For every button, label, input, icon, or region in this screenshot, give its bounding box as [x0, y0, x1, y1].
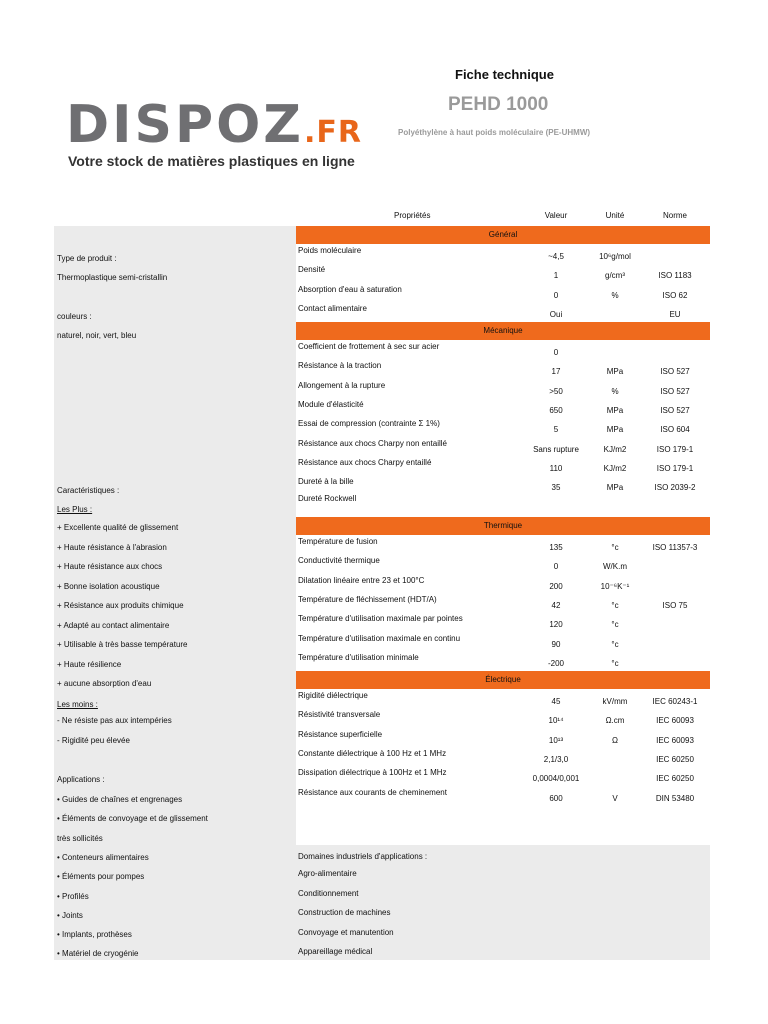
application-item: • Joints	[57, 910, 83, 920]
property-name: Coefficient de frottement à sec sur acier	[298, 342, 440, 351]
property-norm: ISO 1183	[658, 271, 692, 281]
property-value: 135	[549, 543, 563, 552]
plus-item: + Excellente qualité de glissement	[57, 523, 179, 532]
property-value: 35	[551, 483, 561, 493]
brand-logo	[66, 95, 362, 175]
property-value: 1	[553, 271, 559, 281]
domain-item: Convoyage et manutention	[298, 927, 394, 937]
plus-label: Les Plus :	[57, 505, 93, 514]
column-header-value: Valeur	[544, 211, 568, 220]
property-name: Rigidité diélectrique	[298, 691, 368, 700]
property-value: 0	[553, 348, 559, 357]
property-unit: KJ/m2	[603, 444, 627, 454]
property-name: Essai de compression (contrainte Σ 1%)	[298, 419, 440, 429]
application-item: • Profilés	[57, 891, 89, 901]
property-norm: IEC 60250	[656, 754, 694, 764]
application-item: • Éléments de convoyage et de glissement	[57, 814, 208, 824]
property-unit: kV/mm	[602, 697, 628, 706]
property-name: Résistance aux chocs Charpy non entaillé	[298, 438, 447, 448]
application-item: • Matériel de cryogénie	[57, 949, 139, 959]
property-norm: ISO 179-1	[656, 463, 694, 473]
property-norm: IEC 60250	[656, 774, 694, 784]
property-unit: °c	[611, 639, 619, 649]
application-item: • Conteneurs alimentaires	[57, 852, 149, 862]
application-item: • Guides de chaînes et engrenages	[57, 795, 183, 804]
property-unit: g/cm³	[605, 271, 625, 281]
property-name: Densité	[298, 265, 326, 275]
property-norm: ISO 2039-2	[654, 483, 696, 493]
application-item: • Éléments pour pompes	[57, 872, 145, 882]
property-name: Dilatation linéaire entre 23 et 100°C	[298, 575, 425, 585]
property-name: Température d'utilisation minimale	[298, 652, 419, 662]
property-norm: IEC 60093	[656, 716, 694, 726]
property-unit: 10⁻⁶K⁻¹	[600, 581, 630, 591]
plus-item: + Haute résistance à l'abrasion	[57, 542, 167, 552]
property-value: 90	[551, 639, 561, 649]
product-name: PEHD 1000	[448, 94, 549, 115]
property-norm: ISO 75	[662, 600, 688, 610]
property-unit: MPa	[606, 405, 624, 415]
characteristics-label: Caractéristiques :	[57, 486, 120, 495]
property-unit: °c	[611, 600, 619, 610]
brand-suffix: .FR	[303, 115, 362, 150]
property-value: 120	[549, 620, 563, 630]
property-unit: °c	[611, 620, 619, 630]
property-value: 0,0004/0,001	[532, 774, 580, 784]
product-type-value: Thermoplastique semi-cristallin	[57, 273, 168, 282]
application-item: très sollicités	[57, 833, 103, 843]
property-unit: MPa	[606, 483, 624, 493]
application-item: • Implants, prothèses	[57, 930, 132, 940]
property-name: Constante diélectrique à 100 Hz et 1 MHz	[298, 748, 447, 758]
domain-item: Agro-alimentaire	[298, 869, 357, 878]
property-unit: 10⁶g/mol	[599, 252, 631, 261]
property-norm: EU	[669, 309, 681, 319]
property-value: 10¹³	[548, 735, 564, 745]
property-unit: MPa	[606, 367, 624, 377]
property-norm: IEC 60093	[656, 735, 694, 745]
property-name: Résistance aux chocs Charpy entaillé	[298, 457, 432, 467]
property-unit: MPa	[606, 425, 624, 435]
property-name: Température de fusion	[298, 537, 378, 546]
property-norm: ISO 527	[660, 386, 690, 396]
section-band-1: Mécanique	[296, 322, 710, 340]
column-header-norm: Norme	[662, 211, 687, 220]
property-value: 10¹⁴	[548, 716, 564, 726]
plus-item: + Résistance aux produits chimique	[57, 601, 184, 610]
property-value: 0	[553, 562, 559, 572]
property-name: Température d'utilisation maximale en continu	[298, 633, 461, 643]
section-band-3: Électrique	[296, 671, 710, 689]
property-norm: ISO 604	[660, 425, 690, 435]
property-name: Contact alimentaire	[298, 303, 367, 313]
property-value: Sans rupture	[533, 444, 579, 454]
minus-item: - Ne résiste pas aux intempéries	[57, 716, 172, 725]
property-unit: %	[611, 290, 619, 300]
property-name: Résistance superficielle	[298, 729, 383, 739]
property-value: 2,1/3,0	[543, 754, 569, 764]
plus-item: + Bonne isolation acoustique	[57, 581, 160, 591]
property-name: Allongement à la rupture	[298, 380, 386, 390]
colors-value: naturel, noir, vert, bleu	[57, 331, 137, 340]
property-name: Résistance aux courants de cheminement	[298, 787, 447, 797]
section-band-2: Thermique	[296, 517, 710, 535]
property-unit: %	[611, 386, 619, 396]
property-norm: DIN 53480	[655, 793, 695, 803]
property-norm: IEC 60243-1	[652, 697, 698, 706]
product-type-label: Type de produit :	[57, 254, 117, 263]
page-title: Fiche technique	[455, 67, 554, 82]
property-value: 600	[549, 793, 563, 803]
plus-item: + Utilisable à très basse température	[57, 640, 188, 649]
section-band-0: Général	[296, 226, 710, 244]
property-value: 17	[551, 367, 561, 377]
property-value: 45	[551, 697, 561, 706]
minus-label: Les moins :	[57, 700, 98, 709]
property-value: 5	[553, 425, 559, 435]
property-norm: ISO 179-1	[656, 444, 694, 454]
property-norm: ISO 62	[662, 290, 688, 300]
property-unit: KJ/m2	[603, 463, 627, 473]
property-name: Dureté Rockwell	[298, 493, 357, 503]
plus-item: + Adapté au contact alimentaire	[57, 620, 170, 630]
property-unit: W/K.m	[603, 562, 627, 572]
brand-tagline: Votre stock de matières plastiques en ligne	[68, 153, 355, 169]
domain-item: Conditionnement	[298, 888, 359, 898]
property-name: Conductivité thermique	[298, 556, 380, 566]
plus-item: + aucune absorption d'eau	[57, 679, 152, 688]
colors-label: couleurs :	[57, 312, 92, 321]
property-value: >50	[549, 386, 563, 396]
brand-name: DISPOZ	[66, 95, 304, 155]
plus-item: + Haute résilience	[57, 659, 122, 669]
property-unit: V	[612, 793, 618, 803]
property-value: 110	[549, 463, 563, 473]
property-value: 42	[551, 600, 561, 610]
domains-panel-background	[296, 845, 710, 960]
property-value: Oui	[549, 309, 563, 319]
property-value: 650	[549, 405, 563, 415]
property-unit: °c	[611, 543, 619, 552]
property-name: Résistance à la traction	[298, 361, 382, 371]
property-name: Poids moléculaire	[298, 246, 362, 255]
domain-item: Appareillage médical	[298, 947, 373, 956]
property-name: Température de fléchissement (HDT/A)	[298, 594, 437, 604]
domain-item: Construction de machines	[298, 908, 391, 917]
property-unit: Ω	[612, 735, 618, 745]
column-header-unit: Unité	[605, 211, 625, 220]
property-name: Absorption d'eau à saturation	[298, 284, 402, 294]
property-value: -200	[547, 658, 564, 668]
property-norm: ISO 11357-3	[652, 543, 698, 552]
property-name: Température d'utilisation maximale par pointes	[298, 614, 463, 624]
property-name: Dissipation diélectrique à 100Hz et 1 MHz	[298, 768, 447, 778]
property-unit: °c	[611, 658, 619, 668]
property-norm: ISO 527	[660, 405, 690, 415]
property-name: Dureté à la bille	[298, 477, 354, 487]
property-value: ~4,5	[548, 252, 564, 261]
property-value: 0	[553, 290, 559, 300]
applications-label: Applications :	[57, 775, 105, 784]
property-value: 200	[549, 581, 563, 591]
property-name: Module d'élasticité	[298, 399, 364, 409]
product-description: Polyéthylène à haut poids moléculaire (PE-UHMW)	[398, 128, 591, 137]
property-norm: ISO 527	[660, 367, 690, 377]
column-header-property: Propriétés	[394, 211, 431, 220]
property-name: Résistivité transversale	[298, 710, 381, 720]
domains-label: Domaines industriels d'applications :	[298, 852, 428, 861]
plus-item: + Haute résistance aux chocs	[57, 562, 163, 571]
property-unit: Ω.cm	[605, 716, 625, 726]
minus-item: - Rigidité peu élevée	[57, 736, 130, 745]
